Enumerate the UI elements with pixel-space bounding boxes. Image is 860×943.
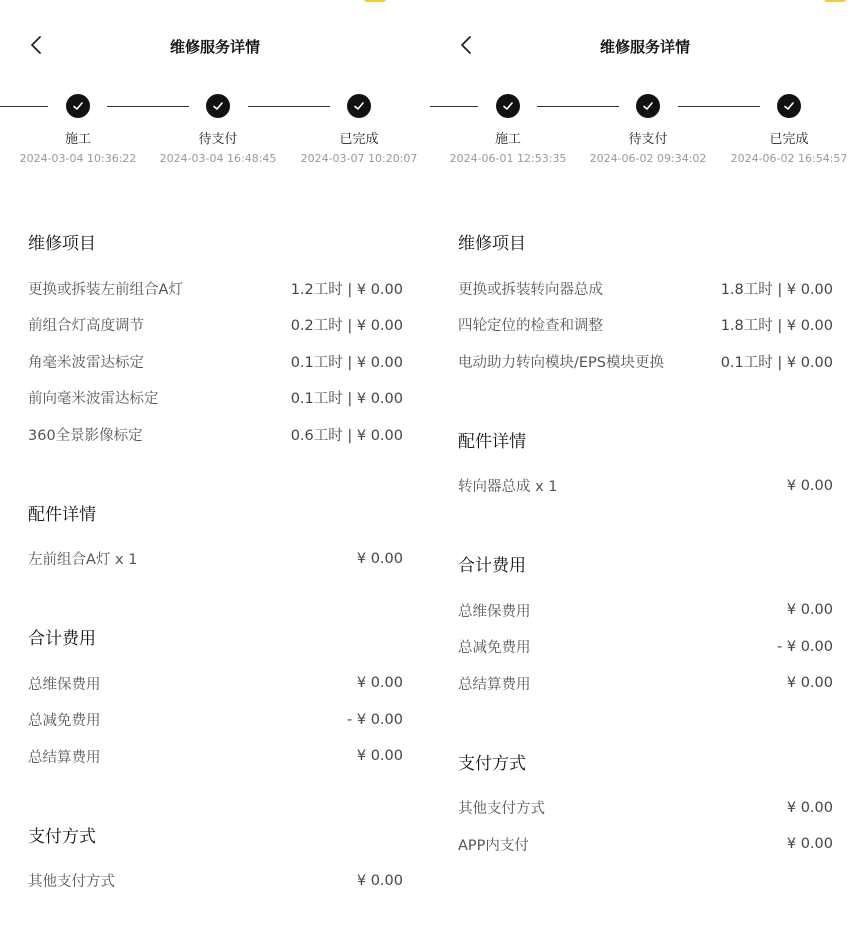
nav-bar	[0, 26, 430, 66]
step-done-dot	[66, 94, 90, 118]
section-title: 支付方式	[28, 826, 96, 847]
repair-items-section	[28, 226, 403, 453]
check-icon	[642, 100, 654, 112]
parts-section	[28, 497, 403, 578]
item-label: 其他支付方式	[458, 801, 545, 818]
step-timestamp: 2024-06-01 12:53:35	[449, 152, 567, 165]
item-label: 总结算费用	[458, 676, 531, 693]
step-timestamp: 2024-03-04 10:36:22	[19, 152, 137, 165]
list-item	[458, 790, 833, 827]
item-label: 总维保费用	[28, 676, 101, 693]
item-label: 总维保费用	[458, 603, 531, 620]
check-icon	[72, 100, 84, 112]
step-timestamp: 2024-06-02 09:34:02	[589, 152, 707, 165]
item-label: 左前组合A灯 x 1	[28, 552, 138, 569]
section-title: 支付方式	[458, 753, 526, 774]
item-value: ¥ 0.00	[786, 602, 833, 619]
section-title: 合计费用	[458, 556, 526, 576]
check-icon	[502, 100, 514, 112]
item-label: 转向器总成 x 1	[458, 479, 558, 496]
step-label: 施工	[494, 132, 521, 147]
list-item	[28, 863, 403, 900]
item-value: ¥ 0.00	[356, 872, 403, 889]
timeline-step-pending-payment	[578, 94, 718, 166]
item-value: 0.2工时 | ¥ 0.00	[290, 318, 403, 335]
item-value: ¥ 0.00	[786, 477, 833, 494]
item-value: ¥ 0.00	[786, 675, 833, 692]
check-icon	[783, 100, 795, 112]
item-label: 更换或拆装左前组合A灯	[28, 281, 183, 298]
list-item	[458, 592, 833, 629]
list-item	[458, 307, 833, 344]
item-value: ¥ 0.00	[356, 550, 403, 567]
step-label: 已完成	[339, 132, 379, 147]
item-label: 总结算费用	[28, 749, 101, 766]
item-label: 电动助力转向模块/EPS模块更换	[458, 354, 664, 371]
section-title: 维修项目	[458, 234, 526, 254]
item-label: 前组合灯高度调节	[28, 318, 144, 335]
check-icon	[212, 100, 224, 112]
detail-content	[458, 226, 833, 907]
list-item	[28, 541, 403, 578]
timeline-step-completed	[719, 94, 859, 166]
item-label: 前向毫米波雷达标定	[28, 391, 159, 408]
list-item	[28, 738, 403, 775]
step-timestamp: 2024-06-02 16:54:57	[730, 152, 848, 165]
nav-bar	[430, 26, 860, 66]
section-title: 配件详情	[28, 504, 96, 525]
step-done-dot	[347, 94, 371, 118]
list-item	[28, 307, 403, 344]
repair-detail-screen-right	[430, 0, 860, 860]
step-label: 待支付	[628, 132, 668, 147]
step-label: 施工	[64, 132, 91, 147]
item-label: 更换或拆装转向器总成	[458, 281, 603, 298]
item-value: 0.1工时 | ¥ 0.00	[290, 391, 403, 408]
item-label: 总减免费用	[458, 640, 531, 657]
item-label: APP内支付	[458, 837, 529, 854]
item-label: 角毫米波雷达标定	[28, 354, 144, 371]
step-timestamp: 2024-03-07 10:20:07	[300, 152, 418, 165]
list-item	[458, 665, 833, 702]
list-item	[458, 270, 833, 307]
list-item	[28, 416, 403, 453]
item-value: 0.1工时 | ¥ 0.00	[290, 354, 403, 371]
status-bar-accent	[824, 0, 846, 2]
payment-method-section	[28, 819, 403, 900]
section-title: 合计费用	[28, 629, 96, 649]
progress-timeline	[0, 94, 430, 174]
repair-detail-screen-left	[0, 0, 430, 891]
detail-content	[28, 226, 403, 943]
step-done-dot	[636, 94, 660, 118]
item-label: 360全景影像标定	[28, 427, 143, 444]
item-value: - ¥ 0.00	[347, 711, 403, 728]
item-value: 0.1工时 | ¥ 0.00	[720, 354, 833, 371]
timeline-step-pending-payment	[148, 94, 288, 166]
step-label: 已完成	[769, 132, 809, 147]
step-done-dot	[496, 94, 520, 118]
repair-items-section	[458, 226, 833, 380]
timeline-step-construction	[8, 94, 148, 166]
list-item	[458, 826, 833, 863]
list-item	[28, 665, 403, 702]
total-cost-section	[458, 548, 833, 702]
item-label: 其他支付方式	[28, 874, 115, 891]
list-item	[28, 380, 403, 417]
step-label: 待支付	[198, 132, 238, 147]
progress-timeline	[430, 94, 860, 174]
section-title: 配件详情	[458, 431, 526, 452]
item-label: 总减免费用	[28, 713, 101, 730]
payment-method-section	[458, 746, 833, 863]
list-item	[458, 468, 833, 505]
step-done-dot	[777, 94, 801, 118]
item-value: ¥ 0.00	[786, 836, 833, 853]
timeline-step-completed	[289, 94, 429, 166]
parts-section	[458, 424, 833, 505]
item-value: ¥ 0.00	[356, 748, 403, 765]
list-item	[28, 343, 403, 380]
timeline-step-construction	[438, 94, 578, 166]
item-label: 四轮定位的检查和调整	[458, 318, 603, 335]
status-bar-accent	[364, 0, 386, 2]
item-value: 1.8工时 | ¥ 0.00	[720, 281, 833, 298]
item-value: - ¥ 0.00	[777, 638, 833, 655]
total-cost-section	[28, 621, 403, 775]
check-icon	[353, 100, 365, 112]
item-value: 0.6工时 | ¥ 0.00	[290, 427, 403, 444]
page-title: 维修服务详情	[169, 38, 260, 56]
page-title: 维修服务详情	[599, 38, 690, 56]
item-value: 1.8工时 | ¥ 0.00	[720, 318, 833, 335]
item-value: 1.2工时 | ¥ 0.00	[290, 281, 403, 298]
section-title: 维修项目	[28, 234, 96, 254]
item-value: ¥ 0.00	[356, 675, 403, 692]
list-item	[458, 343, 833, 380]
list-item	[28, 702, 403, 739]
item-value: ¥ 0.00	[786, 799, 833, 816]
step-timestamp: 2024-03-04 16:48:45	[159, 152, 277, 165]
step-done-dot	[206, 94, 230, 118]
list-item	[28, 270, 403, 307]
list-item	[458, 629, 833, 666]
